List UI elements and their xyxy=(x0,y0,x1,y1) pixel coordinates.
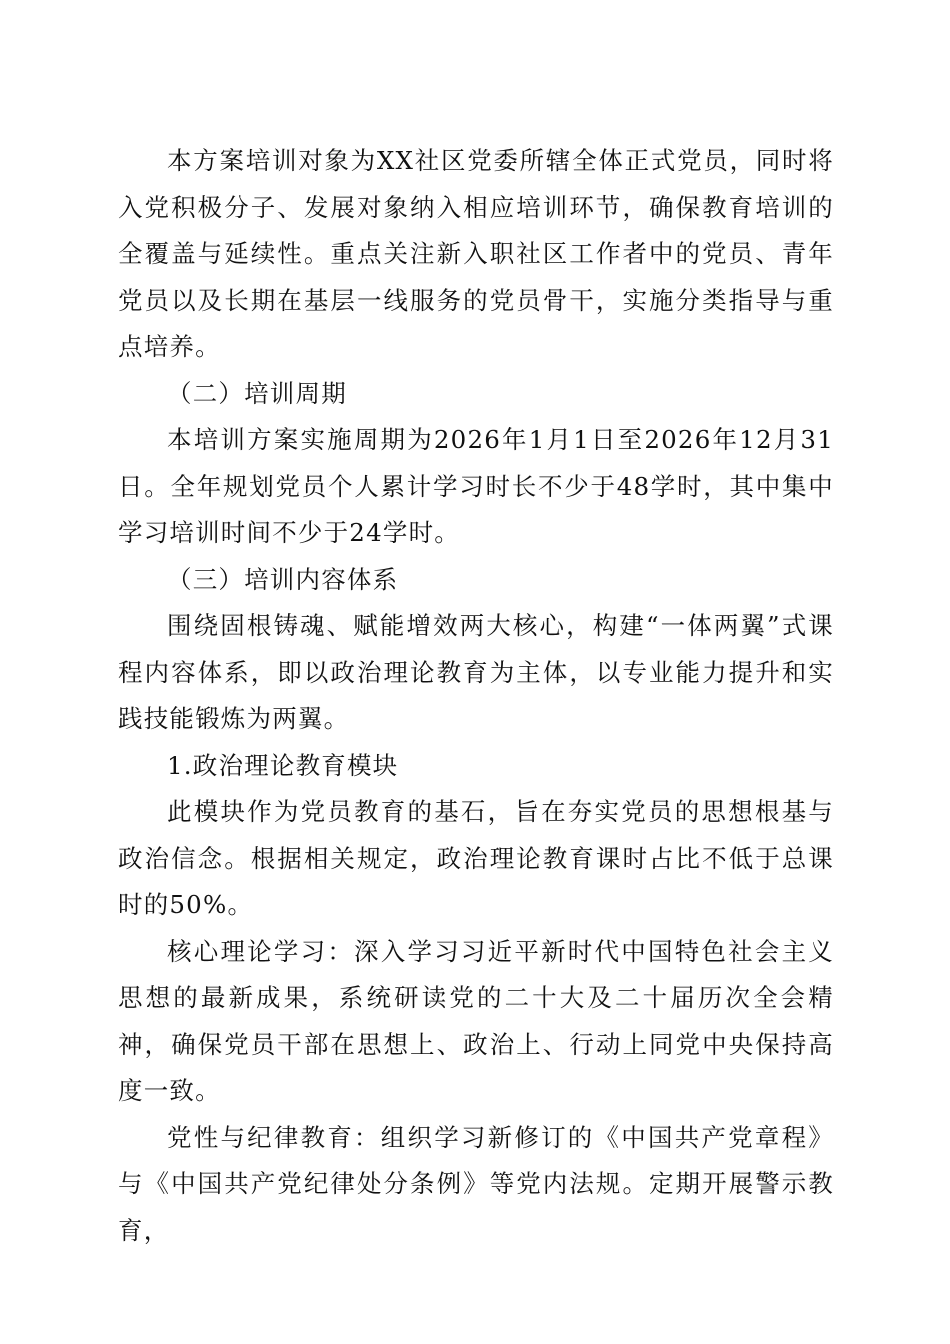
paragraph-module-overview: 此模块作为党员教育的基石，旨在夯实党员的思想根基与政治信念。根据相关规定，政治理论教育课时占比不低于总课时的50%。 xyxy=(118,797,834,919)
paragraph-core-theory-study: 核心理论学习：深入学习习近平新时代中国特色社会主义思想的最新成果，系统研读党的二十大及二十届历次全会精神，确保党员干部在思想上、政治上、行动上同党中央保持高度一致。 xyxy=(118,936,834,1105)
paragraph-content-system: 围绕固根铸魂、赋能增效两大核心，构建“一体两翼”式课程内容体系，即以政治理论教育为主体，以专业能力提升和实践技能锻炼为两翼。 xyxy=(118,611,834,733)
subheading-political-theory-module: 1.政治理论教育模块 xyxy=(167,750,399,780)
section-heading-training-period: （二）培训周期 xyxy=(167,378,347,408)
paragraph-training-targets: 本方案培训对象为XX社区党委所辖全体正式党员，同时将入党积极分子、发展对象纳入相应培训环节，确保教育培训的全覆盖与延续性。重点关注新入职社区工作者中的党员、青年党员以及长期在基层一线服务的党员骨干，实施分类指导与重点培养。 xyxy=(118,146,834,361)
document-body xyxy=(118,138,834,1254)
paragraph-training-period: 本培训方案实施周期为2026年1月1日至2026年12月31日。全年规划党员个人累计学习时长不少于48学时，其中集中学习培训时间不少于24学时。 xyxy=(118,425,834,547)
section-heading-content-system: （三）培训内容体系 xyxy=(167,564,399,594)
paragraph-party-discipline-education: 党性与纪律教育：组织学习新修订的《中国共产党章程》与《中国共产党纪律处分条例》等党内法规。定期开展警示教育， xyxy=(118,1122,834,1245)
